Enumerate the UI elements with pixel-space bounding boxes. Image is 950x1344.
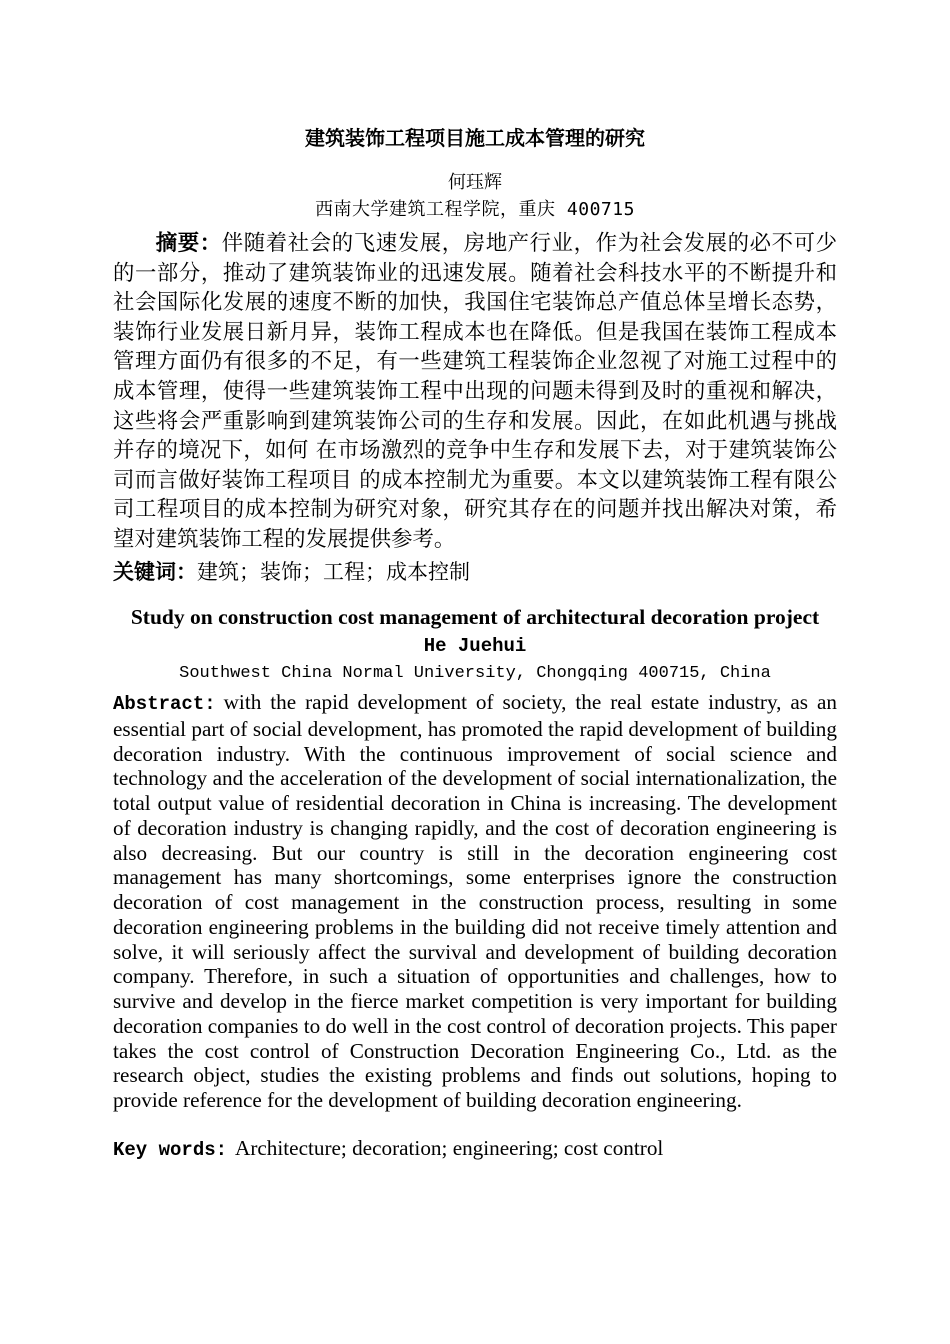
english-keywords: [113, 1135, 837, 1163]
chinese-keywords-text: 建筑；装饰；工程；成本控制: [197, 560, 470, 584]
chinese-keywords-label: 关键词：: [113, 560, 197, 584]
english-author: He Juehui: [423, 635, 527, 657]
english-title: Study on construction cost management of architectural decoration project: [130, 605, 820, 629]
chinese-title: 建筑装饰工程项目施工成本管理的研究: [305, 126, 645, 150]
chinese-affiliation: 西南大学建筑工程学院，重庆 400715: [315, 199, 635, 220]
chinese-abstract-text: 伴随着社会的飞速发展，房地产行业，作为社会发展的必不可少的一部分，推动了建筑装饰业的迅速发展。随着社会科技水平的不断提升和社会国际化发展的速度不断的加快，我国住宅装饰总产值总体呈增长态势，装饰行业发展日新月异，装饰工程成本也在降低。但是我国在装饰工程成本管理方面仍有很多的不足，有一些建筑工程装饰企业忽视了对施工过程中的成本管理，使得一些建筑装饰工程中出现的问题未得到及时的重视和解决，这些将会严重影响到建筑装饰公司的生存和发展。因此，在如此机遇与挑战并存的境况下，如何 在市场激烈的竞争中生存和发展下去，对于建筑装饰公司而言做好装饰工程项目 的成本控制尤为重要。本文以建筑装饰工程有限公司工程项目的成本控制为研究对象，研究其存在的问题并找出解决对策，希望对建筑装饰工程的发展提供参考。: [113, 231, 837, 552]
english-keywords-label: Key words:: [113, 1139, 228, 1161]
chinese-keywords: [113, 557, 837, 587]
english-keywords-text: Architecture; decoration; engineering; cost control: [235, 1136, 664, 1160]
english-abstract-text: with the rapid development of society, the real estate industry, as an essential part of social development, has promoted the rapid development of building decoration industry. With the continuous improvement of social science and technology and the acceleration of the development of social internationalization, the total output value of residential decoration in China is increasing. The development of decoration industry is changing rapidly, and the cost of decoration engineering is also decreasing. But our country is still in the decoration engineering cost management has many shortcomings, some enterprises ignore the construction decoration of cost management in the construction process, resulting in some decoration engineering problems in the building did not receive timely attention and solve, it will seriously affect the survival and development of building decoration company. Therefore, in such a situation of opportunities and challenges, how to survive and develop in the fierce market competition is very important for building decoration companies to do well in the cost control of decoration projects. This paper takes the cost control of Construction Decoration Engineering Co., Ltd. as the research object, studies the existing problems and finds out solutions, hoping to provide reference for the development of building decoration engineering.: [113, 690, 837, 1112]
english-abstract-label: Abstract:: [113, 693, 216, 715]
chinese-abstract: [113, 229, 837, 555]
english-abstract: [113, 690, 837, 1113]
chinese-abstract-label: 摘要：: [155, 231, 222, 256]
chinese-author: 何珏辉: [448, 172, 502, 193]
english-affiliation: Southwest China Normal University, Chongqing 400715, China: [179, 664, 771, 683]
